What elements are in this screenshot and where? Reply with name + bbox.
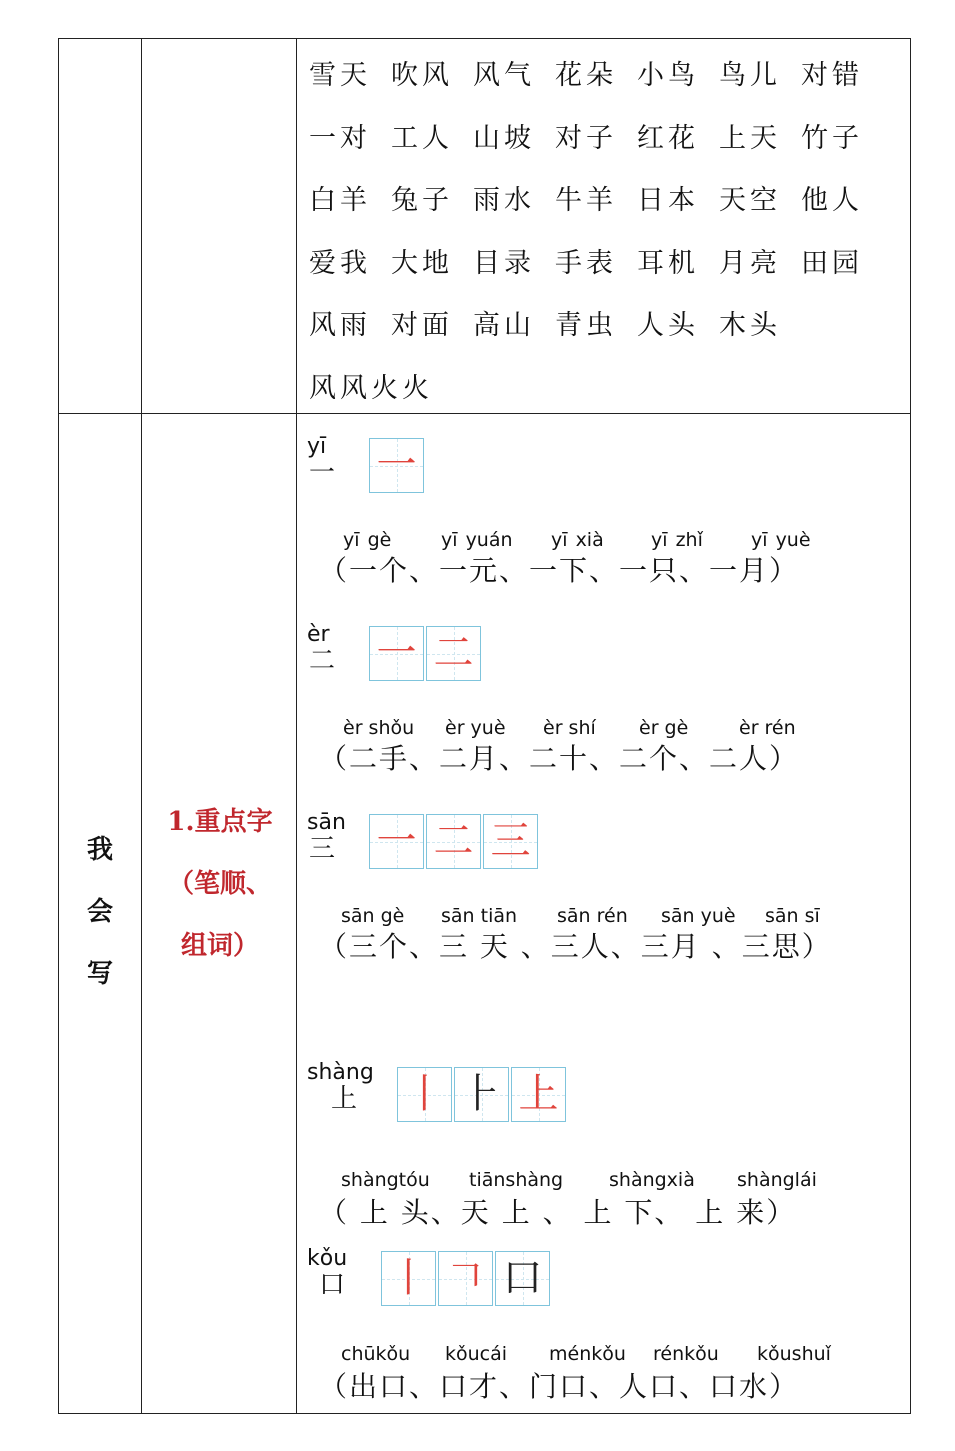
vocabulary-list (309, 53, 899, 428)
vocab-word: 对面 (391, 310, 453, 341)
vocab-word: 工人 (391, 122, 453, 154)
phrase-pinyin: èr gè (639, 717, 689, 739)
phrase-pinyin: shàngxià (609, 1169, 695, 1191)
vocab-word: 花朵 (555, 60, 617, 91)
section-title-char: 写 (86, 959, 113, 989)
vocab-word: 小鸟 (637, 60, 699, 91)
phrase-pinyin: chūkǒu (341, 1343, 411, 1365)
stroke-order-grid (397, 1067, 568, 1122)
vocab-word: 对错 (801, 60, 863, 91)
char-pinyin: kǒu (307, 1246, 348, 1271)
stroke-step: 𠃍 (445, 1255, 486, 1301)
stroke-order-grid (381, 1251, 552, 1306)
vocab-word: 风气 (473, 60, 535, 91)
stroke-order-grid (369, 438, 426, 493)
vocab-word: 日本 (637, 185, 699, 216)
stroke-step: 一 (376, 818, 417, 864)
vocab-row (309, 303, 899, 366)
phrase-pinyin: sān tiān (441, 905, 518, 927)
vocab-word: 山坡 (473, 122, 535, 154)
vocab-word: 手表 (555, 247, 617, 279)
phrase-pinyin: èr shǒu (343, 717, 415, 739)
vocab-row (309, 116, 899, 179)
vocab-row (309, 178, 899, 241)
char-glyph: 上 (331, 1084, 358, 1114)
stroke-cell (438, 1251, 493, 1306)
phrase-pinyin: kǒucái (445, 1343, 508, 1365)
stroke-cell (426, 626, 481, 681)
phrase-words: （出口、口才、门口、人口、口水） (319, 1370, 800, 1403)
stroke-cell (369, 438, 424, 493)
char-pinyin: yī (307, 434, 327, 459)
char-entry-er (307, 622, 907, 775)
phrase-pinyin: sān gè (341, 905, 405, 927)
phrase-pinyin: yī yuán (441, 529, 513, 551)
section-title (59, 829, 141, 1015)
vocab-word: 牛羊 (555, 185, 617, 216)
char-entry-san (307, 810, 907, 963)
vocab-word: 他人 (801, 185, 863, 216)
vocab-word: 雨水 (473, 185, 535, 216)
char-pinyin: shàng (307, 1060, 374, 1085)
phrase-pinyin: ménkǒu (549, 1343, 626, 1365)
section-title-char: 我 (86, 835, 113, 865)
stroke-cell (483, 814, 538, 869)
phrase-pinyin: yī xià (551, 529, 604, 551)
stroke-order-grid (369, 814, 540, 869)
content-table (58, 38, 911, 1414)
phrase-pinyin: sān sī (765, 905, 820, 927)
vocab-row (309, 241, 899, 304)
vocab-word: 高山 (473, 310, 535, 341)
vocab-word: 上天 (719, 122, 781, 154)
char-entry-yi (307, 434, 907, 587)
phrase-pinyin-row (341, 1343, 831, 1365)
char-entry-shang (307, 1060, 907, 1229)
phrase-pinyin-row (341, 1169, 817, 1191)
phrase-pinyin: yī gè (343, 529, 392, 551)
stroke-cell (454, 1067, 509, 1122)
stroke-step: ⺊ (461, 1071, 502, 1117)
vocab-word: 青虫 (555, 310, 617, 341)
section-title-char: 会 (86, 897, 113, 927)
phrase-pinyin-row (341, 905, 820, 927)
vocab-word: 对子 (555, 122, 617, 154)
stroke-step: 上 (518, 1071, 559, 1117)
vocab-word: 吹风 (391, 60, 453, 91)
column-divider-2 (296, 39, 297, 1413)
stroke-cell (426, 814, 481, 869)
vocab-word: 风风火火 (309, 372, 433, 404)
vocab-word: 白羊 (309, 185, 371, 216)
phrase-pinyin: èr yuè (445, 717, 506, 739)
vocab-row (309, 366, 899, 429)
vocab-word: 兔子 (391, 185, 453, 216)
stroke-step: 丨 (404, 1071, 445, 1117)
char-glyph: 三 (309, 834, 336, 864)
phrase-words: （一个、一元、一下、一只、一月） (319, 554, 800, 587)
vocab-word: 月亮 (719, 247, 781, 279)
phrase-pinyin: rénkǒu (653, 1343, 719, 1365)
vocab-word: 耳机 (637, 247, 699, 279)
vocab-word: 爱我 (309, 247, 371, 279)
stroke-cell (369, 626, 424, 681)
phrase-words: （ 上 头、天 上 、 上 下、 上 来） (319, 1196, 797, 1229)
vocab-word: 鸟儿 (719, 60, 781, 91)
phrase-pinyin-row (343, 717, 796, 739)
phrase-pinyin: yī zhǐ (651, 529, 703, 551)
char-glyph: 一 (309, 458, 336, 488)
char-glyph: 二 (309, 646, 336, 676)
section-label-line: 1.重点字 (167, 807, 273, 837)
phrase-pinyin: sān rén (557, 905, 628, 927)
phrase-pinyin: shàngtóu (341, 1169, 430, 1191)
stroke-cell (397, 1067, 452, 1122)
vocab-row (309, 53, 899, 116)
stroke-order-grid (369, 626, 483, 681)
phrase-pinyin: èr rén (739, 717, 796, 739)
vocab-word: 红花 (637, 122, 699, 154)
section-label (143, 791, 297, 977)
vocab-word: 木头 (719, 310, 781, 341)
char-glyph: 口 (319, 1270, 346, 1300)
vocab-word: 田园 (801, 247, 863, 279)
phrase-pinyin: èr shí (543, 717, 596, 739)
phrase-pinyin: sān yuè (661, 905, 736, 927)
phrase-pinyin: kǒushuǐ (757, 1343, 831, 1365)
vocab-word: 风雨 (309, 310, 371, 341)
section-label-line: （笔顺、 (167, 869, 272, 899)
section-label-line: 组词） (180, 931, 259, 961)
vocab-word: 一对 (309, 122, 371, 154)
phrase-words: （二手、二月、二十、二个、二人） (319, 742, 800, 775)
vocab-word: 人头 (637, 310, 699, 341)
vocab-word: 雪天 (309, 60, 371, 91)
stroke-step: 二 (433, 630, 474, 676)
column-divider-1 (141, 39, 142, 1413)
char-pinyin: sān (307, 810, 346, 835)
stroke-step: 一 (376, 442, 417, 488)
phrase-pinyin: tiānshàng (469, 1169, 564, 1191)
phrase-words: （三个、三 天 、三人、三月 、三思） (319, 930, 832, 963)
stroke-cell (495, 1251, 550, 1306)
phrase-pinyin: yī yuè (751, 529, 811, 551)
phrase-pinyin: shànglái (737, 1169, 817, 1191)
vocab-word: 竹子 (801, 122, 863, 154)
stroke-step: 三 (490, 818, 531, 864)
phrase-pinyin-row (343, 529, 811, 551)
vocab-word: 大地 (391, 247, 453, 279)
stroke-step: 丨 (388, 1255, 429, 1301)
stroke-step: 一 (376, 630, 417, 676)
stroke-cell (369, 814, 424, 869)
char-entry-kou (307, 1246, 907, 1403)
stroke-cell (381, 1251, 436, 1306)
stroke-cell (511, 1067, 566, 1122)
stroke-step: 二 (433, 818, 474, 864)
char-pinyin: èr (307, 622, 330, 647)
vocab-word: 天空 (719, 185, 781, 216)
vocab-word: 目录 (473, 247, 535, 279)
stroke-step: 口 (502, 1255, 543, 1301)
